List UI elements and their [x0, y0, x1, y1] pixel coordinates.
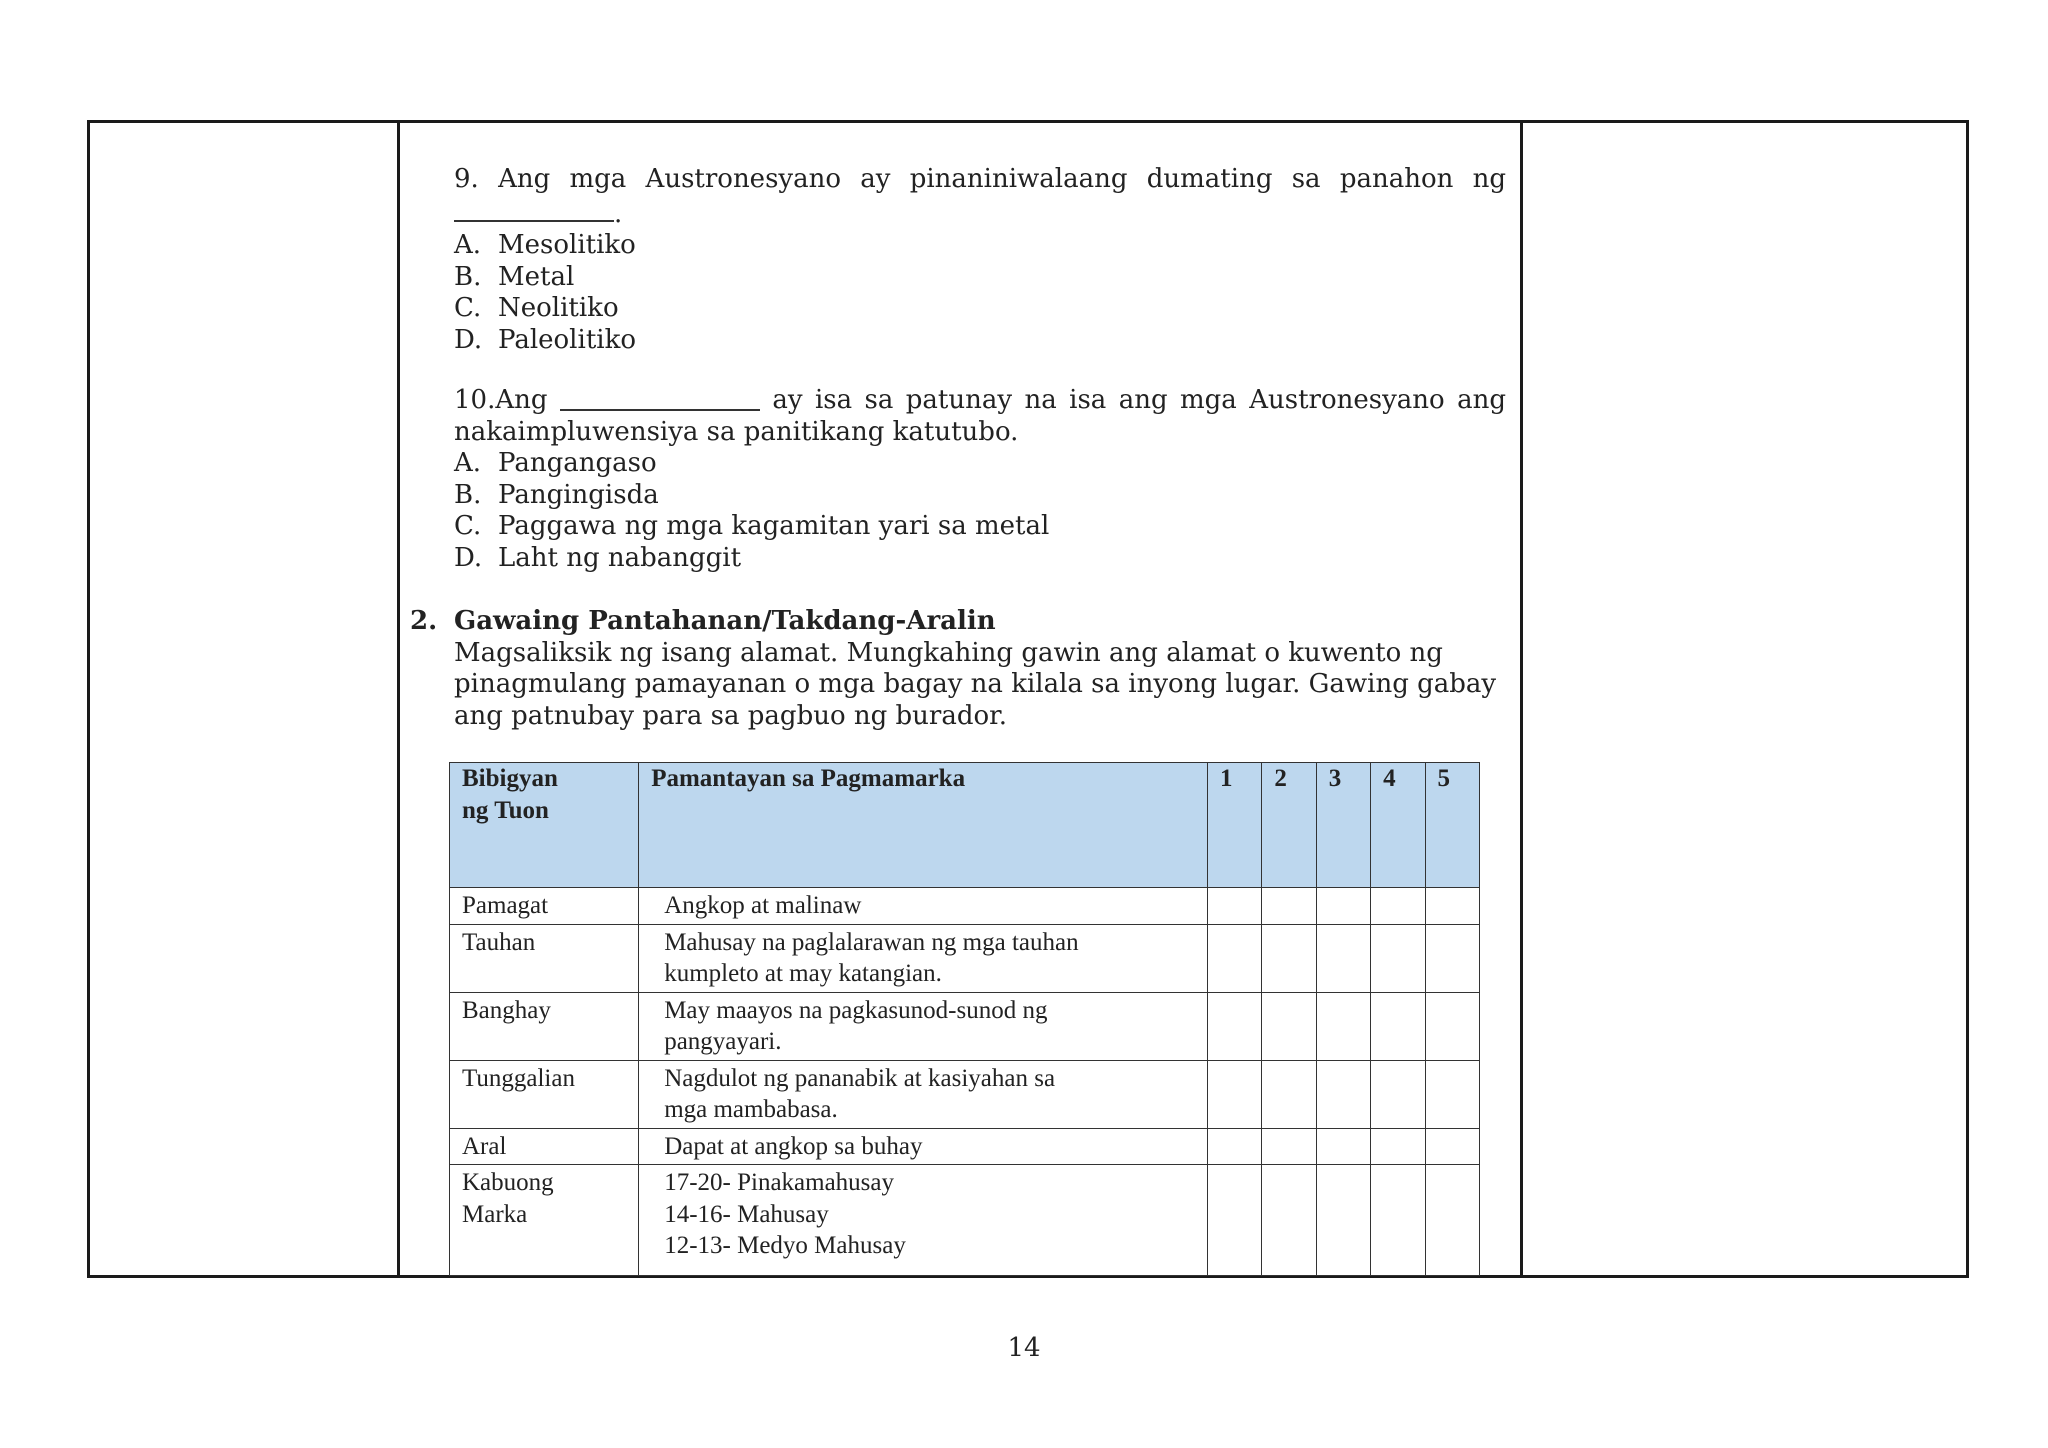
- option-a: [454, 230, 1506, 262]
- score-cell: [1207, 1165, 1261, 1276]
- stem-word: Ang: [495, 385, 548, 415]
- option-d: [454, 543, 1506, 575]
- score-cell: [1316, 1165, 1370, 1276]
- question-9-blank-line: [454, 196, 1506, 231]
- option-text: Laht ng nabanggit: [498, 542, 742, 573]
- stem-word: ang: [1118, 385, 1168, 415]
- homework-title: Gawaing Pantahanan/Takdang-Aralin: [454, 606, 996, 636]
- header-score-2: 2: [1262, 763, 1316, 888]
- option-letter: B.: [454, 261, 482, 292]
- header-focus: [450, 763, 639, 888]
- focus-line: Banghay: [462, 996, 551, 1024]
- focus-line: Kabuong: [462, 1169, 554, 1196]
- question-10-lead: [454, 385, 548, 417]
- stem-word: Austronesyano: [1249, 385, 1445, 415]
- table-row: [450, 1128, 1480, 1165]
- stem-word: isa: [1069, 385, 1107, 415]
- score-cell: [1371, 924, 1425, 992]
- header-criteria: Pamantayan sa Pagmamarka: [639, 763, 1208, 888]
- stem-word: patunay: [905, 385, 1013, 415]
- criteria-cell: [639, 1128, 1208, 1165]
- question-10: [454, 385, 1506, 574]
- stem-word: ng: [1472, 164, 1506, 194]
- option-text: Pangangaso: [498, 448, 657, 478]
- homework-text-line: ang patnubay para sa pagbuo ng burador.: [454, 700, 1007, 731]
- question-10-stem: [454, 385, 1506, 417]
- criteria-cell: [639, 992, 1208, 1060]
- option-b: [454, 262, 1506, 294]
- criteria-line: pangyayari.: [664, 1028, 782, 1055]
- focus-line: Aral: [462, 1132, 507, 1160]
- question-9-period: .: [614, 198, 623, 229]
- criteria-line: May maayos na pagkasunod-sunod ng: [664, 996, 1048, 1024]
- score-cell: [1262, 924, 1316, 992]
- score-cell: [1371, 888, 1425, 925]
- header-focus-line: ng Tuon: [462, 796, 549, 824]
- stem-word: mga: [569, 164, 627, 194]
- option-letter: A.: [454, 230, 482, 260]
- question-9-number: 9.: [454, 164, 479, 194]
- stem-word: sa: [864, 385, 894, 415]
- option-letter: D.: [454, 542, 483, 573]
- score-cell: [1371, 1165, 1425, 1276]
- criteria-cell: [639, 1165, 1208, 1276]
- option-c: [454, 511, 1506, 543]
- focus-cell: [450, 924, 639, 992]
- criteria-line: kumpleto at may katangian.: [664, 960, 942, 987]
- option-text: Mesolitiko: [498, 230, 636, 260]
- header-score-5: 5: [1425, 763, 1479, 888]
- answer-blank: [560, 385, 760, 411]
- option-letter: D.: [454, 324, 483, 355]
- score-cell: [1207, 888, 1261, 925]
- stem-word: panahon: [1339, 164, 1454, 194]
- option-letter: C.: [454, 293, 482, 323]
- table-row: [450, 888, 1480, 925]
- stem-word: mga: [1180, 385, 1237, 415]
- option-text: Pangingisda: [498, 479, 659, 510]
- criteria-line: Mahusay na paglalarawan ng mga tauhan: [664, 928, 1079, 956]
- score-cell: [1207, 992, 1261, 1060]
- rubric-table: [449, 762, 1480, 1276]
- stem-word: sa: [1291, 164, 1321, 194]
- criteria-line: mga mambabasa.: [664, 1096, 838, 1123]
- stem-word: dumating: [1146, 164, 1273, 194]
- option-a: [454, 448, 1506, 480]
- criteria-cell: [639, 1060, 1208, 1128]
- score-cell: [1316, 924, 1370, 992]
- criteria-cell: [639, 924, 1208, 992]
- criteria-line: Nagdulot ng pananabik at kasiyahan sa: [664, 1064, 1056, 1092]
- score-cell: [1316, 1060, 1370, 1128]
- score-cell: [1371, 992, 1425, 1060]
- stem-word: ang: [1457, 385, 1506, 415]
- focus-cell: [450, 888, 639, 925]
- option-text: Neolitiko: [498, 293, 619, 323]
- header-focus-line: Bibigyan: [462, 765, 558, 792]
- score-cell: [1425, 1128, 1479, 1165]
- rubric-header-row: [450, 763, 1480, 888]
- page-number: 14: [1007, 1333, 1041, 1363]
- question-9-stem: [454, 164, 1506, 196]
- score-cell: [1425, 1165, 1479, 1276]
- stem-word: na: [1024, 385, 1057, 415]
- stem-word: ay: [772, 385, 803, 415]
- score-cell: [1262, 1060, 1316, 1128]
- score-cell: [1207, 1128, 1261, 1165]
- score-cell: [1425, 1060, 1479, 1128]
- focus-line: Marka: [462, 1200, 528, 1228]
- option-c: [454, 293, 1506, 325]
- stem-word: Ang: [498, 164, 551, 194]
- focus-line: Tauhan: [462, 928, 536, 956]
- homework-section: [410, 606, 1510, 732]
- option-d: [454, 325, 1506, 357]
- stem-word: Austronesyano: [645, 164, 842, 194]
- score-cell: [1316, 888, 1370, 925]
- score-cell: [1262, 888, 1316, 925]
- focus-cell: [450, 1128, 639, 1165]
- score-cell: [1316, 992, 1370, 1060]
- criteria-cell: [639, 888, 1208, 925]
- criteria-line: Angkop at malinaw: [664, 892, 862, 919]
- criteria-line: Dapat at angkop sa buhay: [664, 1132, 923, 1160]
- question-10-number: 10.: [454, 385, 496, 415]
- score-cell: [1316, 1128, 1370, 1165]
- header-score-1: 1: [1207, 763, 1261, 888]
- score-cell: [1207, 924, 1261, 992]
- homework-body: [454, 606, 1510, 732]
- criteria-line: 12-13- Medyo Mahusay: [664, 1232, 906, 1259]
- homework-text-line: pinagmulang pamayanan o mga bagay na kilala sa inyong lugar. Gawing gabay: [454, 669, 1497, 699]
- option-letter: C.: [454, 511, 482, 541]
- focus-cell: [450, 1060, 639, 1128]
- table-row: [450, 1060, 1480, 1128]
- score-cell: [1207, 1060, 1261, 1128]
- option-text: Paleolitiko: [498, 324, 636, 355]
- focus-line: Pamagat: [462, 892, 549, 919]
- stem-word: isa: [814, 385, 853, 415]
- score-cell: [1425, 888, 1479, 925]
- score-cell: [1262, 1128, 1316, 1165]
- criteria-line: 14-16- Mahusay: [664, 1200, 829, 1228]
- homework-number: 2.: [410, 606, 438, 636]
- answer-blank: [454, 196, 614, 222]
- header-score-4: 4: [1371, 763, 1425, 888]
- score-cell: [1425, 992, 1479, 1060]
- homework-text-line: Magsaliksik ng isang alamat. Mungkahing gawin ang alamat o kuwento ng: [454, 637, 1443, 668]
- stem-word: ay: [860, 164, 891, 194]
- focus-line: Tunggalian: [462, 1064, 575, 1092]
- score-cell: [1371, 1060, 1425, 1128]
- score-cell: [1425, 924, 1479, 992]
- option-b: [454, 480, 1506, 512]
- header-score-3: 3: [1316, 763, 1370, 888]
- option-letter: B.: [454, 479, 482, 510]
- criteria-line: 17-20- Pinakamahusay: [664, 1169, 894, 1196]
- score-cell: [1262, 1165, 1316, 1276]
- option-text: Metal: [498, 261, 575, 292]
- question-9: [454, 164, 1506, 356]
- stem-word: pinaniniwalaang: [909, 164, 1128, 194]
- table-row: [450, 992, 1480, 1060]
- score-cell: [1371, 1128, 1425, 1165]
- option-text: Paggawa ng mga kagamitan yari sa metal: [498, 511, 1050, 541]
- option-letter: A.: [454, 448, 482, 478]
- score-cell: [1262, 992, 1316, 1060]
- focus-cell: [450, 1165, 639, 1276]
- table-row: [450, 1165, 1480, 1276]
- question-10-stem-continued: nakaimpluwensiya sa panitikang katutubo.: [454, 416, 1019, 447]
- table-row: [450, 924, 1480, 992]
- focus-cell: [450, 992, 639, 1060]
